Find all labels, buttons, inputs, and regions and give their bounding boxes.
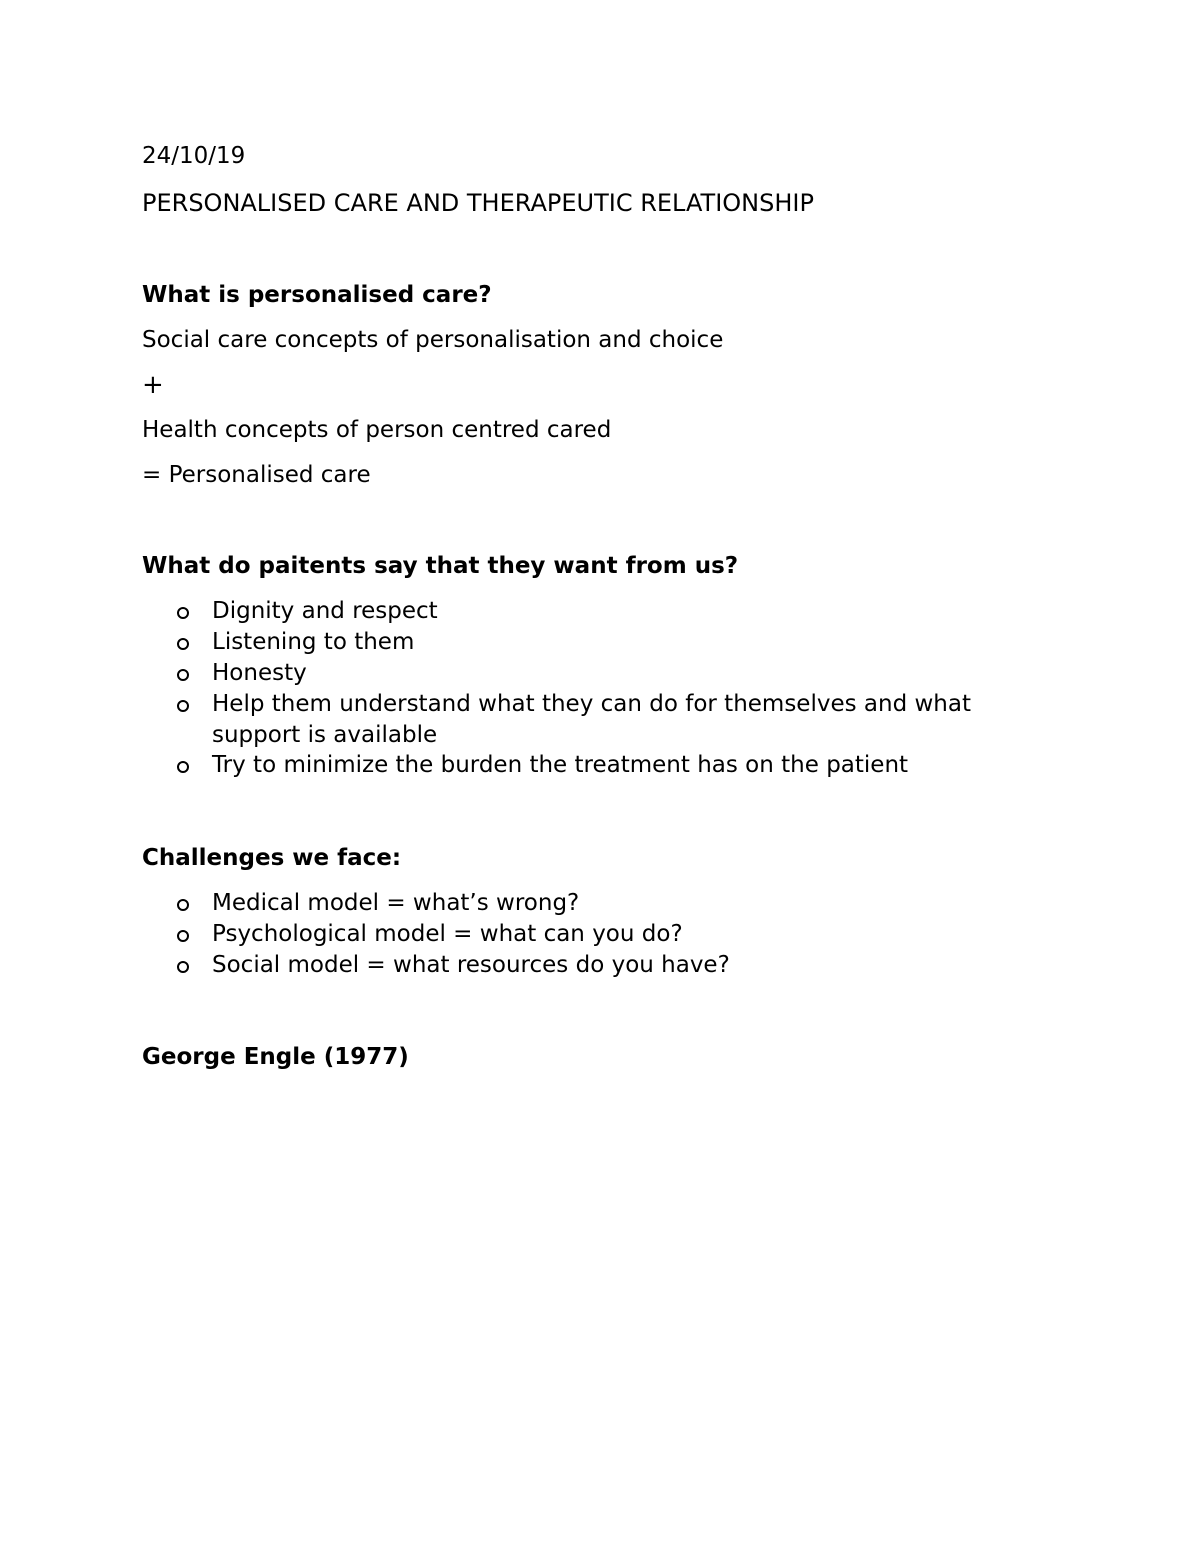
circle-bullet-icon [177, 899, 189, 911]
circle-bullet-icon [177, 961, 189, 973]
plus-sign: + [142, 370, 164, 400]
document-title: PERSONALISED CARE AND THERAPEUTIC RELATIONSHIP [142, 189, 814, 217]
document-date: 24/10/19 [142, 143, 246, 169]
health-concepts-line: Health concepts of person centred cared [142, 417, 612, 443]
section-heading-personalised-care: What is personalised care? [142, 282, 492, 308]
list-item-text: Psychological model = what can you do? [212, 921, 683, 947]
circle-bullet-icon [177, 700, 189, 712]
list-item-text: Dignity and respect [212, 598, 438, 624]
list-item-text: Listening to them [212, 629, 415, 655]
circle-bullet-icon [177, 638, 189, 650]
section-heading-george-engle: George Engle (1977) [142, 1044, 409, 1070]
list-item-text: Help them understand what they can do for themselves and what support is available [212, 691, 971, 748]
list-item-text: Social model = what resources do you have? [212, 952, 730, 978]
list-item-text: Medical model = what’s wrong? [212, 890, 580, 916]
circle-bullet-icon [177, 930, 189, 942]
list-item-text: Honesty [212, 660, 307, 686]
personalised-care-result: = Personalised care [142, 462, 371, 488]
circle-bullet-icon [177, 607, 189, 619]
section-heading-patient-wants: What do paitents say that they want from us? [142, 553, 739, 579]
list-item-text: Try to minimize the burden the treatment has on the patient [212, 752, 909, 778]
social-care-line: Social care concepts of personalisation and choice [142, 327, 724, 353]
circle-bullet-icon [177, 669, 189, 681]
circle-bullet-icon [177, 761, 189, 773]
section-heading-challenges: Challenges we face: [142, 845, 402, 871]
